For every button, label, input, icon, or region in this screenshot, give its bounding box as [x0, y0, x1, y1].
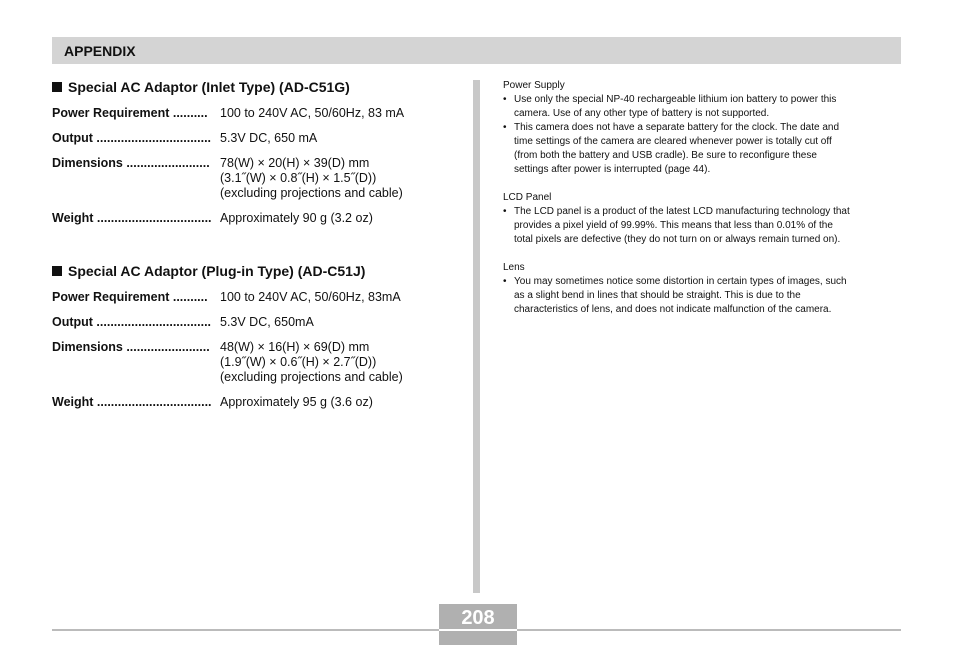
- notes-column: [503, 79, 903, 317]
- spec-value: [220, 315, 452, 330]
- note-lens: [503, 261, 903, 317]
- square-bullet-icon: [52, 266, 62, 276]
- spec-value-line: 48(W) × 16(H) × 69(D) mm: [220, 340, 370, 354]
- note-lcd-panel: [503, 191, 903, 247]
- note-line: provides a pixel yield of 99.99%. This means that less than 0.01% of the: [514, 220, 833, 231]
- spec-section-title-text: Special AC Adaptor (Inlet Type) (AD-C51G): [68, 79, 350, 95]
- spec-row-power: [52, 106, 452, 121]
- spec-value-line: (3.1˝(W) × 0.8˝(H) × 1.5˝(D)): [220, 171, 377, 185]
- spec-value-line: Approximately 90 g (3.2 oz): [220, 211, 373, 225]
- spec-value-line: 5.3V DC, 650 mA: [220, 131, 318, 145]
- spec-value: [220, 131, 452, 146]
- note-heading: Lens: [503, 262, 525, 273]
- note-line: characteristics of lens, and does not indicate malfunction of the camera.: [514, 304, 832, 315]
- spec-value-line: (excluding projections and cable): [220, 370, 403, 384]
- note-line: This camera does not have a separate battery for the clock. The date and: [514, 122, 840, 133]
- spec-section-title-text: Special AC Adaptor (Plug-in Type) (AD-C51J): [68, 263, 366, 279]
- spec-value: [220, 340, 452, 385]
- spec-section-plugin: [52, 262, 452, 410]
- bullet-dot-icon: •: [503, 94, 507, 105]
- note-bullet-text: [514, 121, 903, 177]
- note-line: settings after power is interrupted (page 44).: [514, 164, 711, 175]
- bullet-dot-icon: •: [503, 206, 507, 217]
- spec-label: Weight .................................: [52, 211, 212, 225]
- spec-label: Output .................................: [52, 131, 212, 145]
- spec-row-output: [52, 315, 452, 330]
- spec-row-output: [52, 131, 452, 146]
- spec-row-power: [52, 290, 452, 305]
- spec-label: Power Requirement ..........: [52, 106, 208, 120]
- note-line: The LCD panel is a product of the latest LCD manufacturing technology that: [514, 206, 850, 217]
- spec-label: Output .................................: [52, 315, 212, 329]
- note-bullet-text: [514, 205, 903, 247]
- note-line: total pixels are defective (they do not turn on or always remain turned on).: [514, 234, 841, 245]
- section-header-title: APPENDIX: [64, 43, 136, 59]
- spec-value-line: 5.3V DC, 650mA: [220, 315, 314, 329]
- spec-value-line: (1.9˝(W) × 0.6˝(H) × 2.7˝(D)): [220, 355, 377, 369]
- spec-value-line: 100 to 240V AC, 50/60Hz, 83mA: [220, 290, 401, 304]
- spec-value-line: 78(W) × 20(H) × 39(D) mm: [220, 156, 370, 170]
- note-line: time settings of the camera are cleared whenever power is totally cut off: [514, 136, 832, 147]
- spec-label: Weight .................................: [52, 395, 212, 409]
- spec-row-dimensions: [52, 340, 452, 385]
- spec-value-line: Approximately 95 g (3.6 oz): [220, 395, 373, 409]
- note-power-supply: [503, 79, 903, 177]
- spec-section-inlet: [52, 78, 452, 226]
- spec-row-dimensions: [52, 156, 452, 201]
- note-line: as a slight bend in lines that should be straight. This is due to the: [514, 290, 801, 301]
- note-line: Use only the special NP-40 rechargeable lithium ion battery to power this: [514, 94, 837, 105]
- spec-row-weight: [52, 211, 452, 226]
- note-bullet: [503, 93, 903, 121]
- spec-label: Dimensions ........................: [52, 340, 210, 354]
- note-heading: LCD Panel: [503, 192, 552, 203]
- spec-value-line: (excluding projections and cable): [220, 186, 403, 200]
- note-line: You may sometimes notice some distortion in certain types of images, such: [514, 276, 847, 287]
- square-bullet-icon: [52, 82, 62, 92]
- note-line: camera. Use of any other type of battery is not supported.: [514, 108, 770, 119]
- spec-section-title: [52, 262, 452, 280]
- spec-value-line: 100 to 240V AC, 50/60Hz, 83 mA: [220, 106, 405, 120]
- spec-label: Dimensions ........................: [52, 156, 210, 170]
- spec-value: [220, 211, 452, 226]
- note-bullet: [503, 121, 903, 177]
- spec-value: [220, 395, 452, 410]
- spec-section-title: [52, 78, 452, 96]
- note-bullet: [503, 205, 903, 247]
- spec-value: [220, 290, 452, 305]
- header-bar: [52, 37, 901, 64]
- bullet-dot-icon: •: [503, 122, 507, 133]
- bullet-dot-icon: •: [503, 276, 507, 287]
- spec-value: [220, 106, 452, 121]
- spec-label: Power Requirement ..........: [52, 290, 208, 304]
- specifications-column: [52, 78, 452, 410]
- page-number-badge: [439, 604, 517, 645]
- note-line: (from both the battery and USB cradle). Be sure to reconfigure these: [514, 150, 817, 161]
- spec-row-weight: [52, 395, 452, 410]
- column-divider: [473, 80, 480, 593]
- page-number: 208: [461, 607, 495, 629]
- page-number-band: [439, 629, 517, 631]
- note-bullet-text: [514, 93, 903, 121]
- note-bullet: [503, 275, 903, 317]
- note-bullet-text: [514, 275, 903, 317]
- note-heading: Power Supply: [503, 80, 565, 91]
- spec-value: [220, 156, 452, 201]
